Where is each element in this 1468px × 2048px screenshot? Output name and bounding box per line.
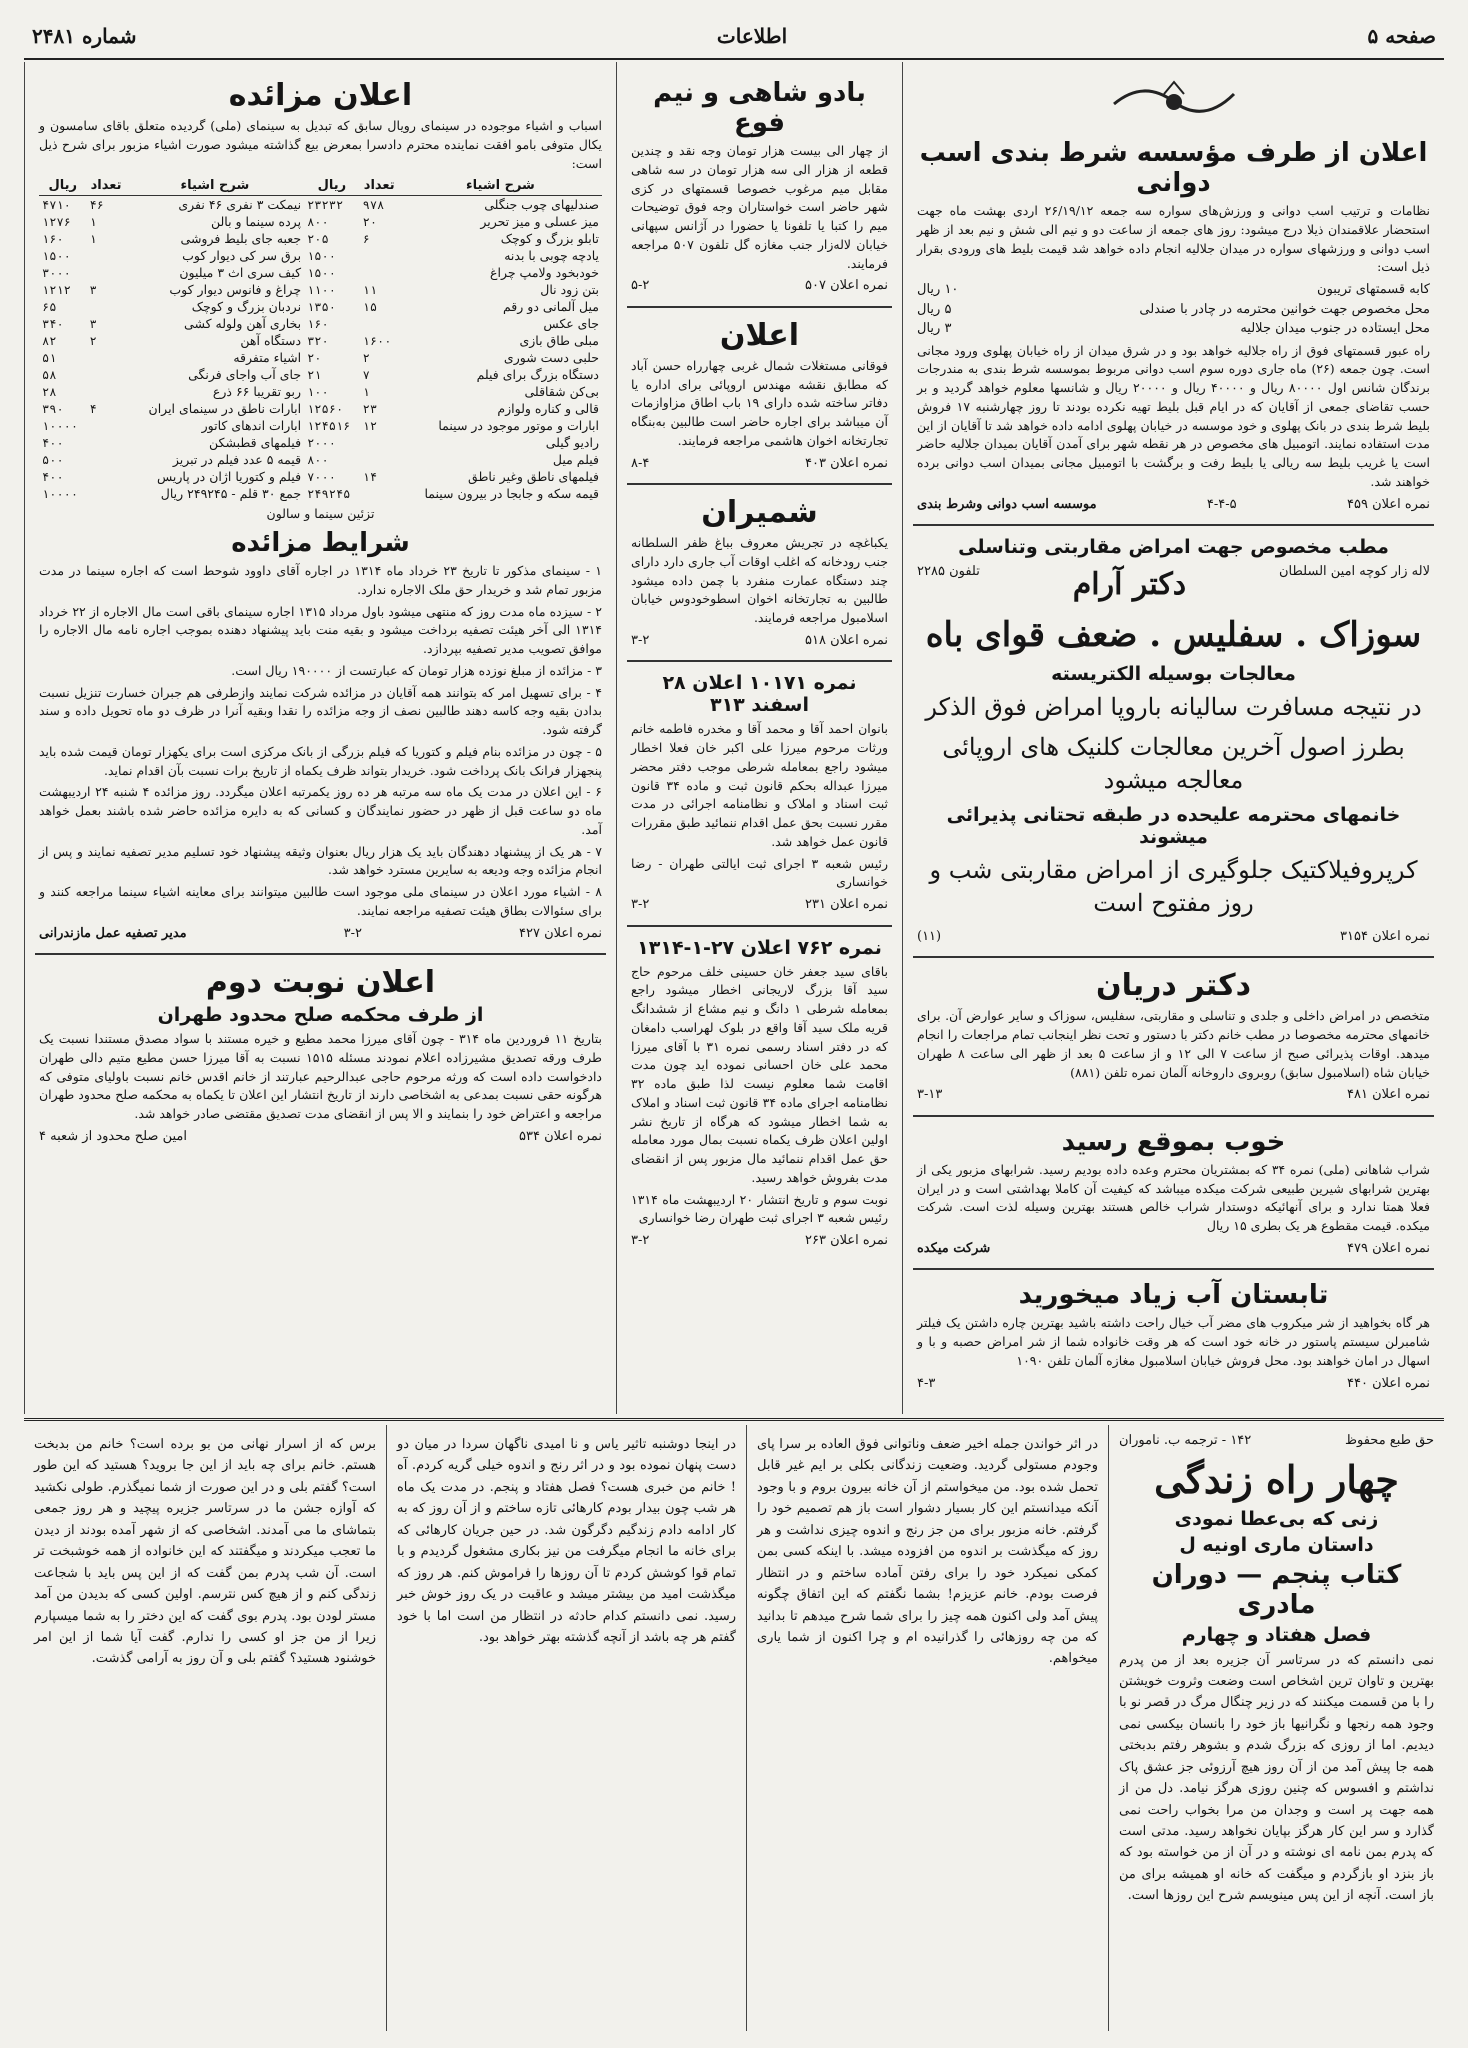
table-row <box>39 451 602 468</box>
condition-item: ۷ - هر یک از پیشنهاد دهندگان باید یک هزار ریال بعنوان وثیقه پیشنهاد خود تسلیم مدیر تصفیه نمایند و پس از انجام مزائده وجه ودیعه به سایرین مسترد خواهد شد. <box>39 843 602 878</box>
table-row <box>39 383 602 400</box>
table-cell: بخاری آهن ولوله کشی <box>184 316 302 332</box>
table-cell: ۵۸ <box>42 367 57 382</box>
table-cell <box>86 485 125 502</box>
table-cell <box>86 417 125 434</box>
table-row <box>39 281 602 298</box>
table-row <box>39 196 602 214</box>
table-cell: ۲ <box>89 333 97 348</box>
shemiran-ad: شمیران یکباغچه در تجریش معروف بباغ ظفر السلطانه جنب رودخانه که اغلب اوقات آب جاری دارد دارای چند دستگاه عمارت منفرد با چمن داده میشود طالبین به تجارتخانه اخوان اسطوخودوس خیابان اسلامبول مراجعه فرمایند. نمره اعلان ۵۱۸ ۳-۲ <box>627 485 892 662</box>
table-cell: ۸۲ <box>42 333 57 348</box>
table-cell: ربو تقریبا ۶۶ ذرع <box>212 384 302 400</box>
serial-text: نمی دانستم که در سرتاسر آن جزیره بعد از من پدرم بهترین و تاوان ترین اشخاص است وضعت وثروت خویشتن را با من قسمت میکنند که در زیر چنگال مرگ در قصر نو با وجود همه رنجها و نگرانیها باز خود را بانسان بیکسی نمی دیدیم. اما از روزی که بزرگ شدم و بشوهر رفتم بدبختی همه جا پیش آمد من از آن روز هیچ آرزوئی جز عشق پاک نداشتم و افسوس که چنین روزی هرگز نیامد. دل من از همه جهت پر است و وجدان من مرا بخواب راحت نمی گذارد و سر این کار هرگز بپایان نخواهد رسید. مدتی است که پدرم بمن نامه ای نوشته و در آن از من خواسته بود که باز بنزد او بازگردم و میگفت که خانه او همیشه برای من باز است. آنچه از این پس مینویسم شرح این روزها است. <box>1119 1652 1434 1904</box>
serial-column <box>24 1425 386 2031</box>
conditions-title: شرایط مزائده <box>231 528 410 558</box>
table-cell: ۴۰۰ <box>42 469 64 484</box>
clinic-heading: مطب مخصوص جهت امراض مقاربتی وتناسلی <box>958 536 1389 558</box>
table-cell: ۳۴۰ <box>42 316 64 331</box>
serial-text: در اثر خواندن جمله اخیر ضعف وناتوانی فوق العاده بر سرا پای وجودم مستولی گردید. وضعیت زندگانی بکلی بر ایم غیر قابل تحمل شده بود. من میخواستم از آن خانه بیرون بروم و با وجود آنکه میدانستم این کار بسیار دشوار است باز هم تصمیم خود را گرفتم. خانه مزبور برای من جز رنج و اندوه چیزی نداشت و هر روز که میگذشت بر اندوه من افزوده میشد. با اینکه کسی بمن کمکی نمیکرد خود را برای رفتن آماده ساختم و در انتظار فرصت بودم. خانم عزیزم! بشما نگفتم که این اتفاق چگونه پیش آمد ولی اکنون همه چیز را برای شما شرح میدهم تا بدانید که من چه روزهائی را گذرانیده ام و چرا اکنون از شما یاری میخواهم. <box>757 1437 1098 1667</box>
table-cell: چراغ و فانوس دیوار کوب <box>169 282 302 298</box>
table-cell: ۱۶۰ <box>307 316 329 331</box>
table-row <box>39 468 602 485</box>
table-header: شرح اشیاء <box>399 176 602 196</box>
table-cell: ۱ <box>362 384 370 399</box>
ad-title: اعلان <box>719 317 800 353</box>
table-cell: ۳۲۰ <box>307 333 329 348</box>
condition-item: ۳ - مزائده از مبلغ نوزده هزار تومان که عبارتست از ۱۹۰۰۰۰ ریال است. <box>231 662 602 678</box>
table-cell: ۱۰۰ <box>307 384 329 399</box>
table-cell: ۱۵۰۰ <box>307 265 336 280</box>
table-cell: ۲۳ <box>362 401 378 416</box>
clinic-line: خانمهای محترمه علیحده در طبقه تحتانی پذیرائی میشوند <box>946 803 1401 848</box>
table-cell: ۸۰۰ <box>307 452 329 467</box>
table-cell <box>86 468 125 485</box>
clinic-diseases: سوزاک . سفلیس . ضعف قوای باه <box>925 615 1422 655</box>
table-row <box>39 264 602 281</box>
table-cell: قیمه ۵ عدد فیلم در تبریز <box>172 452 302 468</box>
doctor-daryan-ad: دکتر دریان متخصص در امراض داخلی و جلدی و تناسلی و مقاربتی، سفلیس، سوزاک و سایر عوارض آن. برای خانمهای محترمه مخصوصا در مطب خانم دکتر با دستور و تحت نظر اینجانب تمام مراجعات را انجام میدهد. اوقات پذیرائی صبح از ساعت ۷ الی ۱۲ و از ساعت ۵ بعد از ظهر الی ساعت ۸ طهران خیابان شاه (اسلامبول سابق) روبروی داروخانه آلمان نمره تلفن (۸۸۱) نمره اعلان ۴۸۱ ۳-۱۳ <box>913 958 1434 1117</box>
table-row <box>39 366 602 383</box>
serial-owner: حق طبع محفوظ <box>1344 1433 1434 1448</box>
registry-notice-2: نمره ۷۶۲ اعلان ۲۷-۱-۱۳۱۴ باقای سید جعفر خان حسینی خلف مرحوم حاج سید آقا بزرگ لاریجانی اخطار میشود راجع بمعامله شرطی ۱ دانگ و نیم مشاع از ششدانگ قریه ملک سید آقا واقع در بلوک لهراسب دامغان که در دفتر اسناد رسمی نمره ۳۱ با آقای میرزا محمد علی خان احسانی نموده اید چون مدت اقامت شما معلوم نیست لذا طبق ماده ۳۲ نظامنامه اجرای ماده ۳۴ قانون ثبت اسناد و املاک به شما اخطار میشود که هرگاه از تاریخ نشر اولین اعلان ظرف یکماه نسبت بمال مورد معامله حق عمل اقدام ننمائید مال مزبور پس از انقضای مدت بفروش خواهد رسید. نوبت سوم و تاریخ انتشار ۲۰ اردیبهشت ماه ۱۳۱۴ رئیس شعبه ۳ اجرای ثبت طهران رضا خوانساری نمره اعلان ۲۶۳ ۳-۲ <box>631 936 888 1248</box>
serial-title-column <box>1108 1425 1444 2031</box>
wine-ad: خوب بموقع رسید شراب شاهانی (ملی) نمره ۳۴ که بمشتریان محترم وعده داده بودیم رسید. شرابهای مزبور یکی از بهترین شرابهای شیرین طبیعی شرکت میکده میباشد که کیفیت آن کاملا بهداشتی است و در ایران فعلا همتا ندارد و برای آنهائیکه دوستدار شراب خالص هستند بهترین وسیله لذت است. شرکت میکده. قیمت مقطوع هر یک بطری ۱۵ ریال نمره اعلان ۴۷۹ شرکت میکده <box>913 1117 1434 1271</box>
serial-text: در اینجا دوشنبه تاثیر یاس و نا امیدی ناگهان سردا در میان دو دست پنهان نموده بود و در اثر رنج و اندوه خیلی گریه کردم. آه ! خانم من خبری هست؟ فصل هفتاد و پنجم. در مدت یک ماه هر شب چون بیدار بودم کارهائی تازه ساختم و از آن روز که به کار ادامه دادم زندگیم دگرگون شد. در حین جریان کارهائی که برای خانه ما انجام میگرفت من نیز بکاری مشغول گردیدم و با تمام قوا کوشش کردم تا آن روزها را فراموش کنم. هر روز که میگذشت امید من بیشتر میشد و عاقبت در یک روز خوش خبر رسید. نمی دانستم کدام حادثه در انتظار من است اما با خود گفتم هر چه باشد از آنچه گذشته بهتر خواهد بود. <box>397 1437 736 1645</box>
condition-item: ۴ - برای تسهیل امر که بتوانند همه آقایان در مزائده شرکت نمایند وازطرفی هم جبران خسارت تنزیل نسبت بدادن بقیه وجه کاسه دهند طالبین نصف از وجه مزائده را نقدا وبقیه آنرا در ظرف دو ماه تحویل داده و سند گرفته شود. <box>39 684 602 737</box>
table-cell: ۱۲۷۶ <box>42 214 71 229</box>
table-row <box>39 434 602 451</box>
table-cell: ۹۷۸ <box>362 197 385 212</box>
table-cell: ۲۰۰۰ <box>307 435 336 450</box>
registry-notice-1: نمره ۱۰۱۷۱ اعلان ۲۸ اسفند ۳۱۳ بانوان احمد آقا و محمد آقا و مخدره فاطمه خانم ورثات مرحوم میرزا علی اکبر خان فعلا اخطار میشود راجع بمعامله شرطی موجب دفتر محضر میرزا عبداله بحکم قانون ثبت و ماده ۳۴ قانون ثبت اسناد و املاک و نظامنامه اجرائی در مدت مقرر نسبت بحق عمل اقدام ننمائید طبق مقررات قانون عمل خواهد شد. رئیس شعبه ۳ اجرای ثبت ایالتی طهران - رضا خوانساری نمره اعلان ۲۳۱ ۳-۲ <box>627 662 892 926</box>
table-cell: فیلمهای قطبشکن <box>209 435 302 451</box>
table-cell: ۱۵ <box>362 299 378 314</box>
table-cell: اشیاء متفرقه <box>233 350 302 366</box>
table-cell <box>86 383 125 400</box>
table-row <box>39 332 602 349</box>
table-row <box>39 315 602 332</box>
page-number: صفحه ۵ <box>1367 24 1436 48</box>
auction-ad: اعلان مزائده اسباب و اشیاء موجوده در سینمای رویال سابق که تبدیل به سینمای (ملی) گردیده متعلق باقای سامسون و یکال متوفی بامو افقت نماینده محترم دادسرا بمعرض بیع گذاشته میشود صورت اشیاء مزبور برای شرح ذیل است: شرح اشیاء تعداد ریال شرح اشیاء تعداد ریال صندلیهای چوب جنگلی ۹۷۸ ۲۳۲۳۲ نیمکت ۳ نفری ۴۶ نفری ۴۶ ۴۷۱۰ میز عسلی و میز تحریر ۲۰ ۸۰۰ پرده سینما و بالن ۱ ۱۲۷۶ تابلو بزرگ و کوچک ۶ ۲۰۵ جعبه جای بلیط فروشی ۱ ۱۶۰ یادچه چوبی با بدنه ۱۵۰۰ برق سر کی دیوار کوب ۱۵۰۰ خودبخود ولامپ چراغ ۱۵۰۰ کیف سری اث ۳ میلیون ۳۰۰۰ بتن زود نال ۱۱ ۱۱۰۰ چراغ و فانوس دیوار کوب ۳ ۱۲۱۲ میل آلمانی دو رقم ۱۵ ۱۳۵۰ نردبان بزرگ و کوچک ۶۵ جای عکس ۱۶۰ بخاری آهن ولوله کشی ۳ ۳۴۰ مبلی طاق بازی ۱۶۰۰ ۳۲۰ دستگاه آهن ۲ ۸۲ حلبی دست شوری ۲ ۲۰ اشیاء متفرقه ۵۱ دستگاه بزرگ برای فیلم ۷ ۲۱ جای آب واجای فرنگی ۵۸ بی‌کن شقاقلی ۱ ۱۰۰ ربو تقریبا ۶۶ ذرع ۲۸ قالی و کناره ولوازم ۲۳ ۱۲۵۶۰ ابارات ناطق در سینمای ایران ۴ ۳۹۰ ابارات و موتور موجود در سینما ۱۲ ۱۲۴۵۱۶ ابارات اندهای کاتور ۱۰۰۰۰ رادیو گیلی ۲۰۰۰ فیلمهای قطبشکن ۴۰۰ فیلم میل ۸۰۰ قیمه ۵ عدد فیلم در تبریز ۵۰۰ فیلمهای ناطق وغیر ناطق ۱۴ ۷۰۰۰ فیلم و کتوریا اژان در پاریس ۴۰۰ قیمه سکه و جابجا در بیرون سینما ۲۴۹۲۴۵ جمع ۳۰ قلم - ۲۴۹۲۴۵ ریال ۱۰۰۰۰ تزئین سینما و سالون شرایط مزائده ۱ - سینمای مذکور تا تاریخ ۲۳ خرداد ماه ۱۳۱۴ در اجاره آقای داوود شوحط است که اجاره سینما در مدت مزبور تمام شد و خریدار حق ملک الاجاره ندارد. ۲ - سیزده ماه مدت روز که منتهی میشود باول مرداد ۱۳۱۵ اجاره سینمای باقی است مال الاجاره از ۲۲ خرداد ۱۳۱۴ الی آخر هیئت تصفیه برداخت میشود و بقیه منت باید پیشنهاد دهنده بموجب اجاره نامه مال الاجاره را موافق تصویب مدیر تصفیه بپردازد. ۳ - مزائده از مبلغ نوزده هزار تومان که عبارتست از ۱۹۰۰۰۰ ریال است. ۴ - برای تسهیل امر که بتوانند همه آقایان در مزائده شرکت نمایند وازطرفی هم جبران خسارت تنزیل نسبت بدادن بقیه وجه کاسه دهند طالبین نصف از وجه مزائده را نقدا وبقیه آنرا در ظرف دو ماه تحویل داده و سند گرفته شود. ۵ - چون در مزائده بنام فیلم و کتوریا که فیلم بزرگی از بانک مرکزی است برای یکهزار تومان قیمت شده باید پنجهزار فرانک بانک پرداخت شود. خریدار بتواند ظرف یکماه از تاریخ برات نسبت بآن اقدام نماید. ۶ - این اعلان در مدت یک ماه سه مرتبه هر ده روز یکمرتبه اعلان میگردد. روز مزائده ۴ شنبه ۲۴ اردیبهشت ماه دو ساعت قبل از ظهر در حضور نمایندگان و کسانی که به دایره مزائده حاضر شده باشند بعمل خواهد آمد. ۷ - هر یک از پیشنهاد دهندگان باید یک هزار ریال بعنوان وثیقه پیشنهاد خود تسلیم مدیر تصفیه نمایند و پس از انجام مزائده وجه ودیعه به سایرین مسترد خواهد شد. ۸ - اشیاء مورد اعلان در سینمای ملی موجود است طالبین میتوانند برای معاینه اشیاء سینما مراجعه کنند و برای سئوالات بطاق هیئت تصفیه مراجعه نمایند. نمره اعلان ۴۲۷ ۳-۲ مدیر تصفیه عمل مازندرانی <box>35 68 606 955</box>
ad-body: شراب شاهانی (ملی) نمره ۳۴ که بمشتریان محترم وعده داده بودیم رسید. شرابهای مزبور یکی از بهترین شرابهای شیرین طبیعی شرکت میکده میباشد که کیفیت آن کاملا بهداشتی است و در ایران فعلا همتا ندارد و برای آنهائیکه دوستدار شراب خالص هستند بهترین وسیله لذت است. شرکت میکده. قیمت مقطوع هر یک بطری ۱۵ ریال <box>917 1161 1430 1234</box>
table-cell: ۴۷۱۰ <box>42 197 71 212</box>
table-cell: ابارات و موتور موجود در سینما <box>438 418 599 434</box>
table-cell: ۲۰ <box>307 350 322 365</box>
auction-table <box>39 176 602 502</box>
serial-title: چهار راه زندگی <box>1154 1456 1399 1502</box>
rent-ad: اعلان فوقانی مستغلات شمال غربی چهارراه حسن آباد که مطابق نقشه مهندس اروپائی برای اداره یا دفاتر ساخته شده دارای ۱۹ باب اطاق مزاوازمات آن میباشد برای اجاره حاضر است طالبین به‌بنگاه تجارتخانه اخوان هاشمی مراجعه فرمایند. نمره اعلان ۴۰۳ ۸-۴ <box>627 308 892 485</box>
notice-body: باقای سید جعفر خان حسینی خلف مرحوم حاج سید آقا بزرگ لاریجانی اخطار میشود راجع بمعامله شرطی ۱ دانگ و نیم مشاع از ششدانگ قریه ملک سید آقا واقع در بلوک لهراسب دامغان که در دفتر اسناد رسمی نمره ۳۱ با آقای میرزا محمد علی خان احسانی نموده اید چون مدت اقامت شما معلوم نیست لذا طبق ماده ۳۲ نظامنامه اجرای ماده ۳۴ قانون ثبت اسناد و املاک به شما اخطار میشود که هرگاه از تاریخ نشر اولین اعلان ظرف یکماه نسبت بمال مورد معامله حق عمل اقدام ننمائید مال مزبور پس از انقضای مدت بفروش خواهد رسید. <box>631 963 888 1185</box>
clinic-line: معالجات بوسیله الکتریسته <box>1051 663 1296 685</box>
table-cell: ۱۲۵۶۰ <box>307 401 344 416</box>
clinic-line: بطرز اصول آخرین معالجات کلنیک های اروپائی معالجه میشود <box>942 732 1405 795</box>
conditions-list <box>39 562 602 921</box>
table-cell: جای عکس <box>543 316 599 332</box>
table-cell: ۲۱ <box>307 367 322 382</box>
table-cell: ۳ <box>89 282 97 297</box>
table-cell: ۸۰۰ <box>307 214 329 229</box>
table-cell: ۴۰۰ <box>42 435 64 450</box>
table-cell: ۵۰۰ <box>42 452 64 467</box>
table-cell <box>86 264 125 281</box>
filter-ad: تابستان آب زیاد میخورید هر گاه بخواهید از شر میکروب های مضر آب خیال راحت داشته باشید بهترین چاره داشتن یک فیلتر شامبرلن سیستم پاستور در خانه خود است که هر وقت خانواده شما از شر امراض حصبه و با و اسهال در امان خواهند بود. محل فروش خیابان اسلامبول مغازه آلمان تلفن ۱۰۹۰ نمره اعلان ۴۴۰ ۴-۳ <box>917 1280 1430 1391</box>
table-cell <box>360 264 399 281</box>
table-cell: یادچه چوبی با بدنه <box>504 248 599 264</box>
notice-foot: رئیس شعبه ۳ اجرای ثبت ایالتی طهران - رضا خوانساری <box>631 855 888 890</box>
notice-head: نمره ۷۶۲ اعلان ۲۷-۱-۱۳۱۴ <box>637 936 882 959</box>
table-cell: ۳ <box>89 316 97 331</box>
table-cell: میل آلمانی دو رقم <box>502 299 599 315</box>
ad-body: هر گاه بخواهید از شر میکروب های مضر آب خیال راحت داشته باشید بهترین چاره داشتن یک فیلتر شامبرلن سیستم پاستور در خانه خود است که هر وقت خانواده شما از شر امراض حصبه و با و اسهال در امان خواهند بود. محل فروش خیابان اسلامبول مغازه آلمان تلفن ۱۰۹۰ <box>917 1315 1430 1368</box>
table-cell: ۱۱ <box>362 282 378 297</box>
table-header: تعداد <box>360 176 399 196</box>
table-cell: کیف سری اث ۳ میلیون <box>179 265 302 281</box>
table-cell: ۱۰۰۰۰ <box>42 486 79 501</box>
table-cell: ۳۹۰ <box>42 401 64 416</box>
table-cell: ۱۰۰۰۰ <box>42 418 79 433</box>
table-row <box>39 417 602 434</box>
table-cell <box>86 247 125 264</box>
table-cell: ۱۵۰۰ <box>307 248 336 263</box>
serial-subtitle: زنی که بی‌عطا نمودی <box>1174 1507 1379 1530</box>
table-cell: ۲۸ <box>42 384 57 399</box>
table-cell: ۱ <box>89 214 97 229</box>
table-cell: ۱۲ <box>362 418 378 433</box>
ad-body: فوقانی مستغلات شمال غربی چهارراه حسن آباد که مطابق نقشه مهندس اروپائی برای اداره یا دفاتر ساخته شده دارای ۱۹ باب اطاق مزاوازمات آن میباشد برای اجاره حاضر است طالبین به‌بنگاه تجارتخانه اخوان هاشمی مراجعه فرمایند. <box>631 357 888 448</box>
table-note: تزئین سینما و سالون <box>266 506 375 522</box>
table-cell: ۱۳۵۰ <box>307 299 336 314</box>
table-cell: ۶۵ <box>42 299 57 314</box>
court-notice: اعلان نوبت دوم از طرف محکمه صلح محدود طهران بتاریخ ۱۱ فروردین ماه ۳۱۴ - چون آقای میرزا محمد مطیع و خیره مستند با سواد مصدق مستندا نسبت یک طرف ورقه تصدیق مشیرزاده اعلام نمودند مسئله ۱۵۱۵ نسبت به آقا میرزا حسن مطیع متیم دالی طهران دادخواست داده است که ورثه مرحوم حاجی عبدالرحیم عبارتند از خانم اقدس خانم نسبت باولیای متوفی که هرگونه حقی نسبت بمدعی به اشخاصی دارند از تاریخ انتشار این اعلان تا یکماه به محکمه صلح محدود طهران مراجعه و اعتراض خود را بنمایند و الا پس از انقضای مدت تصدیق مقتضی صادر خواهد شد. نمره اعلان ۵۳۴ امین صلح محدود از شعبه ۴ <box>39 965 602 1144</box>
serial-page-label: ۱۴۲ - ترجمه ب. ناموران <box>1119 1433 1252 1448</box>
table-cell: ۱۴ <box>362 469 378 484</box>
clinic-phone: تلفون ۲۲۸۵ <box>917 564 980 579</box>
newspaper-name: اطلاعات <box>716 24 788 48</box>
ad-subtitle: از طرف محکمه صلح محدود طهران <box>157 1004 484 1026</box>
table-header: شرح اشیاء <box>126 176 304 196</box>
table-row <box>39 213 602 230</box>
notice-body: بانوان احمد آقا و محمد آقا و مخدره فاطمه خانم ورثات مرحوم میرزا علی اکبر خان فعلا اخطار میشود راجع بمعامله شرطی موجب دفتر محضر میرزا عبداله بحکم قانون ثبت و ماده ۳۴ قانون ثبت اسناد و املاک و نظامنامه اجرائی در مدت مقرر نسبت بحق عمل اقدام ننمائید طبق مقررات قانون عمل خواهد شد. <box>631 721 888 849</box>
table-cell: فیلم و کتوریا اژان در پاریس <box>156 469 302 485</box>
loan-ad: بادو شاهی و نیم فوع از چهار الی بیست هزار تومان وجه نقد و چندین قطعه از هزار الی سه هزار تومان در سه شاهی مقابل میم مرغوب خصوصا قسمتهای در کزی شهر حاضر است خواستاران وجه فوق توضیحات میم را کتبا یا تلفونا یا حضورا در آژانس سپهانی خیابان لاله‌زار جنب مغازه گل تلفون ۵۰۷ مراجعه فرمایند. نمره اعلان ۵۰۷ ۵-۲ <box>627 68 892 308</box>
table-cell: دستگاه بزرگ برای فیلم <box>476 367 599 383</box>
table-cell: نردبان بزرگ و کوچک <box>191 299 302 315</box>
table-cell: جمع ۳۰ قلم - ۲۴۹۲۴۵ ریال <box>160 486 302 502</box>
price-row: کابه قسمتهای تریبون ۱۰ ریال <box>917 282 1430 297</box>
clinic-aram-ad: مطب مخصوص جهت امراض مقاربتی وتناسلی لاله زار کوچه امین السلطان دکتر آرام تلفون ۲۲۸۵ سوزاک . سفلیس . ضعف قوای باه معالجات بوسیله الکتریسته در نتیجه مسافرت سالیانه باروپا امراض فوق الذکر بطرز اصول آخرین معالجات کلنیک های اروپائی معالجه میشود خانمهای محترمه علیحده در طبقه تحتانی پذیرائی میشوند کرپروفیلاکتیک جلوگیری از امراض مقاربتی شب و روز مفتوح است نمره اعلان ۳۱۵۴ (۱۱) <box>913 526 1434 958</box>
ad-body: نظامات و ترتیب اسب دوانی و ورزش‌های سواره سه جمعه ۲۶/۱۹/۱۲ اردی بهشت ماه جهت استحضار علاقمندان ذیلا درج میشود: روز های جمعه از ساعت دو و نیم الی شش و نیم بعد از ظهر اسب دوانی و ورزشهای سواره در میدان جلالیه انجام داده خواهد شد قیمت بلیط های ورودی بقرار ذیل است: <box>917 203 1430 275</box>
serial-column <box>386 1425 746 2031</box>
serial-column <box>746 1425 1108 2031</box>
table-header: ریال <box>39 176 86 196</box>
ad-title: اعلان از طرف مؤسسه شرط بندی اسب دوانی <box>919 138 1428 198</box>
left-column <box>24 62 616 1414</box>
table-cell: جعبه جای بلیط فروشی <box>180 231 302 247</box>
table-cell: خودبخود ولامپ چراغ <box>490 265 599 281</box>
notice-foot: نوبت سوم و تاریخ انتشار ۲۰ اردیبهشت ماه ۱۳۱۴ رئیس شعبه ۳ اجرای ثبت طهران رضا خوانساری <box>631 1191 888 1226</box>
ad-footer: نمره اعلان ۴۵۹ ۴-۴-۵ موسسه اسب دوانی وشرط بندی <box>917 496 1430 512</box>
condition-item: ۶ - این اعلان در مدت یک ماه سه مرتبه هر ده روز یکمرتبه اعلان میگردد. روز مزائده ۴ شنبه ۲۴ اردیبهشت ماه دو ساعت قبل از ظهر در حضور نمایندگان و کسانی که به دایره مزائده حاضر شده باشند بعمل خواهد آمد. <box>39 784 602 837</box>
table-cell: ۱۲۱۲ <box>42 282 71 297</box>
table-cell: ابارات اندهای کاتور <box>201 418 302 434</box>
condition-item: ۵ - چون در مزائده بنام فیلم و کتوریا که فیلم بزرگی از بانک مرکزی است برای یکهزار تومان قیمت شده باید پنجهزار فرانک بانک پرداخت شود. خریدار بتواند ظرف یکماه از تاریخ برات نسبت بآن اقدام نماید. <box>39 743 602 778</box>
table-row <box>39 400 602 417</box>
condition-item: ۸ - اشیاء مورد اعلان در سینمای ملی موجود است طالبین میتوانند برای معاینه اشیاء سینما مراجعه کنند و برای سئوالات بطاق هیئت تصفیه مراجعه نمایند. <box>39 884 602 918</box>
table-cell: ۷۰۰۰ <box>307 469 336 484</box>
table-cell: فیلم میل <box>552 452 599 468</box>
serial-chapter: فصل هفتاد و چهارم <box>1181 1623 1372 1646</box>
table-cell: ۲ <box>362 350 370 365</box>
masthead <box>24 14 1444 60</box>
serial-book: کتاب پنجم — دوران مادری <box>1151 1559 1402 1620</box>
table-cell: ۱۵۰۰ <box>42 248 71 263</box>
ad-title: اعلان مزائده <box>228 78 413 113</box>
table-cell: ۱۶۰۰ <box>362 333 392 348</box>
table-header: تعداد <box>86 176 125 196</box>
table-cell: ۲۰ <box>362 214 378 229</box>
table-cell: نیمکت ۳ نفری ۴۶ نفری <box>178 197 302 213</box>
condition-item: ۱ - سینمای مذکور تا تاریخ ۲۳ خرداد ماه ۱۳۱۴ در اجاره آقای داوود شوحط است که اجاره سینما در مدت مزبور تمام شد و خریدار حق ملک الاجاره ندارد. <box>39 563 603 597</box>
ad-body: اسباب و اشیاء موجوده در سینمای رویال سابق که تبدیل به سینمای (ملی) گردیده متعلق باقای سامسون و یکال متوفی بامو افقت نماینده محترم دادسرا بمعرض بیع گذاشته میشود صورت اشیاء مزبور برای شرح ذیل است: <box>39 118 602 171</box>
table-cell: رادیو گیلی <box>545 435 599 451</box>
ad-title: دکتر دریان <box>1096 968 1251 1004</box>
table-cell: ۱ <box>89 231 97 246</box>
ad-title: بادو شاهی و نیم فوع <box>653 78 866 138</box>
table-cell: ابارات ناطق در سینمای ایران <box>148 401 302 417</box>
table-cell: صندلیهای چوب جنگلی <box>484 197 599 213</box>
ornament-icon <box>917 74 1430 134</box>
right-column <box>902 62 1444 1414</box>
table-cell <box>86 434 125 451</box>
table-cell: ۱۱۰۰ <box>307 282 336 297</box>
table-cell: ۲۴۹۲۴۵ <box>307 486 351 501</box>
horse-race-ad <box>913 68 1434 526</box>
table-row <box>39 349 602 366</box>
price-row: محل مخصوص جهت خوانین محترمه در چادر با صندلی ۵ ریال <box>917 301 1430 317</box>
table-cell <box>360 485 399 502</box>
table-row <box>39 485 602 502</box>
table-cell: بتن زود نال <box>540 282 599 298</box>
table-cell: قیمه سکه و جابجا در بیرون سینما <box>424 486 599 502</box>
serial-text: برس که از اسرار نهانی من بو برده است؟ خانم من بدبخت هستم. خانم برای چه باید از این جا بروید؟ هستید که این طور است؟ گفتم بلی و در این صورت از شما نمیگذرم. طولی نکشید که آوازه جشن ما در سرتاسر جزیره پیچید و هر روز جمعی بتماشای ما می آمدند. اشخاصی که از شهر آمده بودند از دیدن ما تعجب میکردند و میگفتند که این خانواده از همه خوشبخت تر است. آن شب پدرم بمن گفت که از این پس باید با شجاعت زندگی کنم و از هیچ کس نترسم. اولین کسی که بدیدن من آمد مستر لودن بود. پدرم بوی گفت که این دختر را به شما میسپارم زیرا از من جز او کسی را ندارم. گفت آیا شما از این امر خوشنود هستید؟ گفتم بلی و آن روز به آرامی گذشت. <box>34 1437 376 1667</box>
table-cell: ۴۶ <box>89 197 104 212</box>
condition-item: ۲ - سیزده ماه مدت روز که منتهی میشود باول مرداد ۱۳۱۵ اجاره سینمای باقی است مال الاجاره از ۲۲ خرداد ۱۳۱۴ الی آخر هیئت تصفیه برداخت میشود و بقیه منت باید پیشنهاد دهنده بموجب اجاره نامه مال الاجاره را موافق تصویب مدیر تصفیه بپردازد. <box>39 603 602 656</box>
table-cell: فیلمهای ناطق وغیر ناطق <box>468 469 599 485</box>
ad-title: تابستان آب زیاد میخورید <box>1018 1280 1329 1311</box>
ad-body-2: راه عبور قسمتهای فوق از راه جلالیه خواهد بود و در شرق میدان از راه خیابان پهلوی ورود مجانی است. چون جمعه (۲۶) ماه جاری دوره سوم اسب دوانی مربوط بموسسه شرط بندی به مندرجات برندگان شانس اول ۸۰۰۰۰ ریال و ۴۰۰۰۰ ریال و ۲۰۰۰۰ ریال و شانسها معلوم خواهد گردید و بر حسب تقاضای جمعی از آقایان که در ایام قبل بلیط تهیه نکرده بودند تا روز چهارشنبه ۱۷ فروش بلیط شرط بندی در بانک پهلوی و خود موسسه در خیابان پهلوی ادامه داده خواهد شد تا آقایان از این مدت استفاده نمایند. اتومبیل های مخصوص در هر نقطه شهر برای آمدن آقایان بمیدان جلالیه حاضر است یا غریب بلیط سه ریالی یا بلیط رفت و برگشت با اتومبیل مجانی بمیدان اسب دوانی برده خواهند شد. <box>917 342 1431 489</box>
table-cell: قالی و کناره ولوازم <box>497 401 599 417</box>
newspaper-page <box>24 14 1444 2034</box>
table-cell <box>360 315 399 332</box>
table-cell <box>360 451 399 468</box>
notice-head: نمره ۱۰۱۷۱ اعلان ۲۸ اسفند ۳۱۳ <box>662 672 857 717</box>
ad-body: متخصص در امراض داخلی و جلدی و تناسلی و مقاربتی، سفلیس، سوزاک و سایر عوارض آن. برای خانمهای محترمه مخصوصا در مطب خانم دکتر با دستور و تحت نظر اینجانب تمام مراجعات را انجام میدهد. اوقات پذیرائی صبح از ساعت ۷ الی ۱۲ و از ساعت ۵ بعد از ظهر الی ساعت ۸ طهران خیابان شاه (اسلامبول سابق) روبروی داروخانه آلمان نمره تلفن (۸۸۱) <box>917 1008 1430 1080</box>
table-cell: تابلو بزرگ و کوچک <box>500 231 599 247</box>
table-cell: ۱۶۰ <box>42 231 64 246</box>
clinic-line: کرپروفیلاکتیک جلوگیری از امراض مقاربتی شب و روز مفتوح است <box>929 855 1418 918</box>
table-cell: پرده سینما و بالن <box>210 214 302 230</box>
table-cell: حلبی دست شوری <box>503 350 599 366</box>
table-cell <box>86 366 125 383</box>
table-cell <box>86 298 125 315</box>
table-cell: ۱۲۴۵۱۶ <box>307 418 351 433</box>
clinic-address: لاله زار کوچه امین السلطان <box>1279 564 1430 579</box>
ad-body: یکباغچه در تجریش معروف بباغ ظفر السلطانه جنب رودخانه که اغلب اوقات آب جاری دارد دارای چند دستگاه عمارت منفرد با چمن داده میشود طالبین به تجارتخانه اخوان اسطوخودوس خیابان اسلامبول مراجعه فرمایند. <box>631 535 888 625</box>
ad-body: بتاریخ ۱۱ فروردین ماه ۳۱۴ - چون آقای میرزا محمد مطیع و خیره مستند با سواد مصدق مستندا نسبت یک طرف ورقه تصدیق مشیرزاده اعلام نمودند مسئله ۱۵۱۵ نسبت به آقا میرزا حسن مطیع متیم دالی طهران دادخواست داده است که ورثه مرحوم حاجی عبدالرحیم عبارتند از خانم اقدس خانم نسبت باولیای متوفی که هرگونه حقی نسبت بمدعی به اشخاصی دارند از تاریخ انتشار این اعلان تا یکماه به محکمه صلح محدود طهران مراجعه و اعتراض خود را بنمایند و الا پس از انقضای مدت تصدیق مقتضی صادر خواهد شد. <box>39 1031 602 1121</box>
table-cell <box>360 247 399 264</box>
serial-subtitle: داستان ماری اونیه ل <box>1179 1533 1374 1556</box>
table-cell <box>360 434 399 451</box>
ad-body: از چهار الی بیست هزار تومان وجه نقد و چندین قطعه از هزار الی سه هزار تومان در سه شاهی مقابل میم مرغوب خصوصا قسمتهای در کزی شهر حاضر است خواستاران وجه فوق توضیحات میم را کتبا یا تلفونا یا حضورا در آژانس سپهانی خیابان لاله‌زار جنب مغازه گل تلفون ۵۰۷ مراجعه فرمایند. <box>631 143 888 271</box>
table-cell: ۵۱ <box>42 350 57 365</box>
center-column <box>616 62 902 1414</box>
table-row <box>39 298 602 315</box>
table-cell: ۲۳۲۳۲ <box>307 197 344 212</box>
table-cell: دستگاه آهن <box>240 333 302 349</box>
table-cell: ۶ <box>362 231 370 246</box>
ad-title: اعلان نوبت دوم <box>205 965 436 1000</box>
table-cell: بی‌کن شقاقلی <box>524 384 599 400</box>
table-cell <box>86 451 125 468</box>
clinic-name: دکتر آرام <box>1072 567 1187 602</box>
price-row: محل ایستاده در جنوب میدان جلالیه ۳ ریال <box>917 321 1430 336</box>
table-cell: میز عسلی و میز تحریر <box>480 214 599 230</box>
table-row <box>39 247 602 264</box>
ad-title: شمیران <box>701 495 818 530</box>
table-header: ریال <box>304 176 360 196</box>
issue-number: شماره ۲۴۸۱ <box>32 24 137 48</box>
clinic-line: در نتیجه مسافرت سالیانه باروپا امراض فوق الذکر <box>925 693 1422 721</box>
ad-title: خوب بموقع رسید <box>1061 1126 1286 1157</box>
serial-story <box>24 1418 1444 2034</box>
table-cell: ۲۰۵ <box>307 231 329 246</box>
table-cell: ۳۰۰۰ <box>42 265 71 280</box>
table-cell: مبلی طاق بازی <box>519 333 599 349</box>
table-cell: ۴ <box>89 401 97 416</box>
table-row <box>39 230 602 247</box>
table-cell: برق سر کی دیوار کوب <box>182 248 302 264</box>
table-cell <box>86 349 125 366</box>
table-cell: ۷ <box>362 367 370 382</box>
table-cell: جای آب واجای فرنگی <box>188 367 302 383</box>
